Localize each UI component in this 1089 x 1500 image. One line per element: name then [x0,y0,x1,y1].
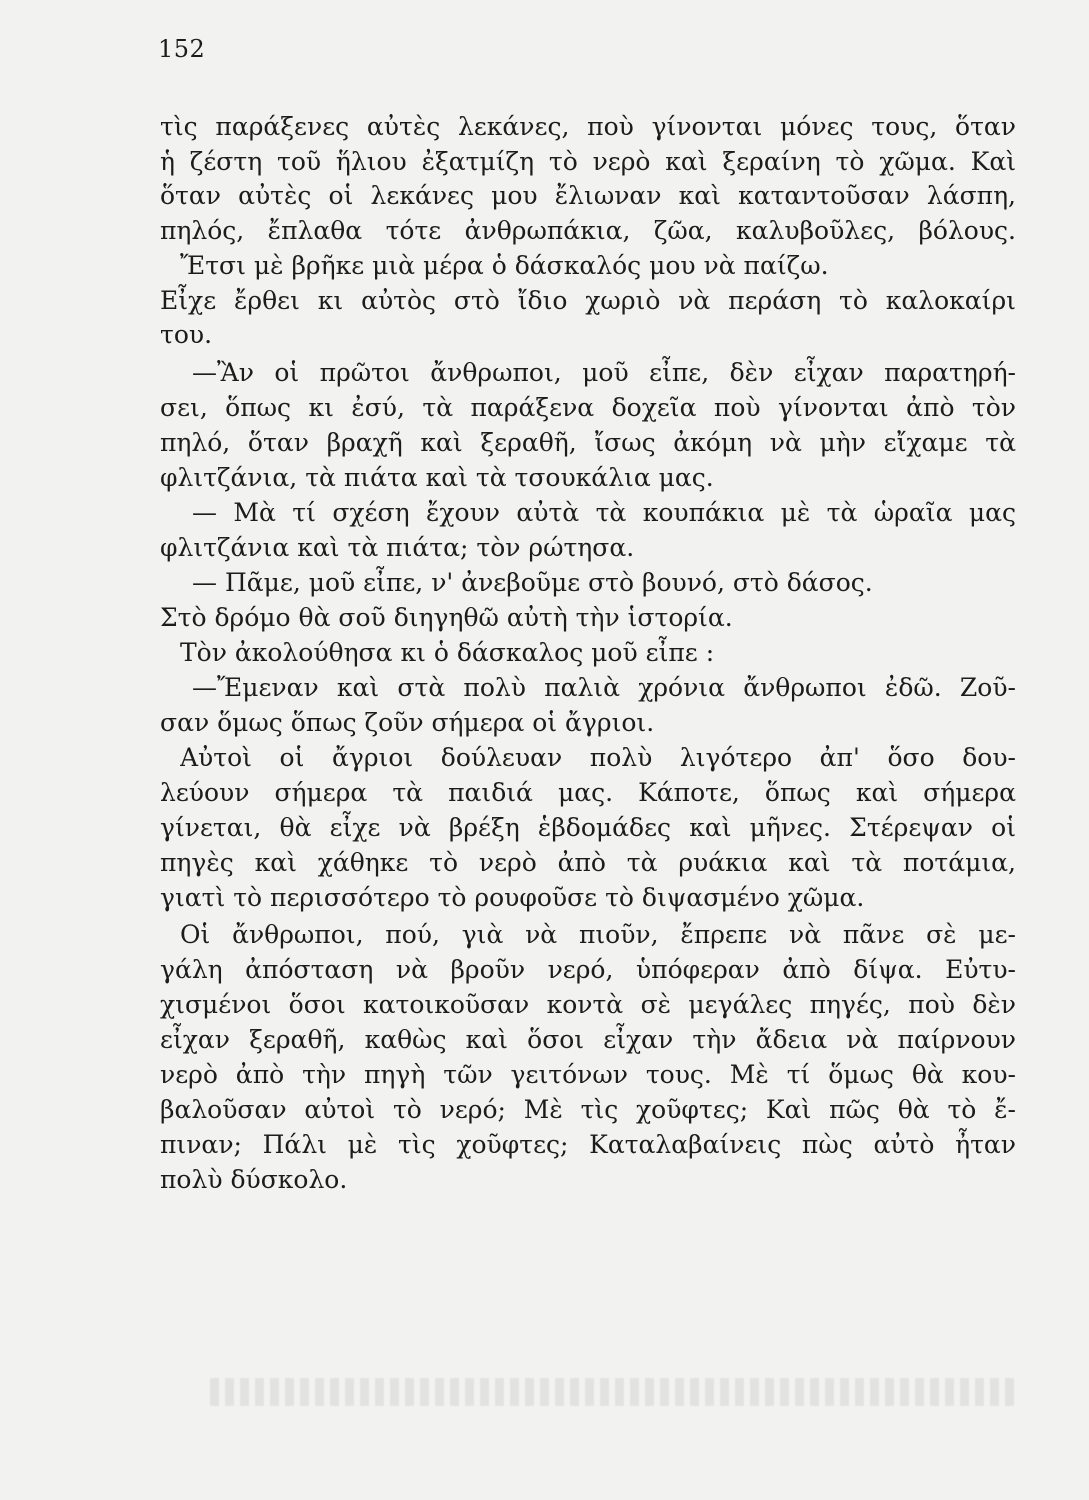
text-line: γιατὶ τὸ περισσότερο τὸ ρουφοῦσε τὸ διψασμένο χῶμα. [160,883,865,912]
text-line: χισμένοι ὅσοι κατοικοῦσαν κοντὰ σὲ μεγάλες πηγές, ποὺ δὲν [160,990,1016,1019]
text-line: φλιτζάνια, τὰ πιάτα καὶ τὰ τσουκάλια μας. [160,463,714,492]
page-number: 152 [158,35,206,63]
text-line: — Μὰ τί σχέση ἔχουν αὐτὰ τὰ κουπάκια μὲ τὰ ὡραῖα μας [192,498,1016,527]
text-line: σαν ὅμως ὅπως ζοῦν σήμερα οἱ ἄγριοι. [160,708,655,737]
bleed-through-shadow [210,1378,1015,1406]
text-line: βαλοῦσαν αὐτοὶ τὸ νερό; Μὲ τὶς χοῦφτες; Καὶ πῶς θὰ τὸ ἔ- [160,1095,1016,1124]
text-line: ἡ ζέστη τοῦ ἥλιου ἐξατμίζη τὸ νερὸ καὶ ξεραίνη τὸ χῶμα. Καὶ [160,147,1016,176]
text-line: λεύουν σήμερα τὰ παιδιά μας. Κάποτε, ὅπως καὶ σήμερα [160,778,1016,807]
text-line: σει, ὅπως κι ἐσύ, τὰ παράξενα δοχεῖα ποὺ γίνονται ἀπὸ τὸν [160,393,1016,422]
text-line: — Πᾶμε, μοῦ εἶπε, ν' ἀνεβοῦμε στὸ βουνό, στὸ δάσος. [192,568,873,597]
text-line: —Ἂν οἱ πρῶτοι ἄνθρωποι, μοῦ εἶπε, δὲν εἶχαν παρατηρή- [192,358,1016,387]
text-line: ὅταν αὐτὲς οἱ λεκάνες μου ἔλιωναν καὶ καταντοῦσαν λάσπη, [160,181,1016,210]
text-line: πολὺ δύσκολο. [160,1165,348,1194]
text-line: τὶς παράξενες αὐτὲς λεκάνες, ποὺ γίνονται μόνες τους, ὅταν [160,112,1016,141]
text-line: γάλη ἀπόσταση νὰ βροῦν νερό, ὑπόφεραν ἀπὸ δίψα. Εὐτυ- [160,955,1016,984]
text-line: Στὸ δρόμο θὰ σοῦ διηγηθῶ αὐτὴ τὴν ἱστορία. [160,603,733,632]
text-line: νερὸ ἀπὸ τὴν πηγὴ τῶν γειτόνων τους. Μὲ τί ὅμως θὰ κου- [160,1060,1016,1089]
text-line: —Ἔμεναν καὶ στὰ πολὺ παλιὰ χρόνια ἄνθρωποι ἐδῶ. Ζοῦ- [192,673,1016,702]
text-line: πιναν; Πάλι μὲ τὶς χοῦφτες; Καταλαβαίνεις πὼς αὐτὸ ἦταν [160,1130,1016,1159]
text-line: πηλό, ὅταν βραχῆ καὶ ξεραθῆ, ἴσως ἀκόμη νὰ μὴν εἴχαμε τὰ [160,428,1016,457]
text-line: πηγὲς καὶ χάθηκε τὸ νερὸ ἀπὸ τὰ ρυάκια καὶ τὰ ποτάμια, [160,848,1016,877]
text-line: Τὸν ἀκολούθησα κι ὁ δάσκαλος μοῦ εἶπε : [180,638,715,667]
text-line: γίνεται, θὰ εἶχε νὰ βρέξη ἑβδομάδες καὶ μῆνες. Στέρεψαν οἱ [160,813,1016,842]
text-line: Εἶχε ἔρθει κι αὐτὸς στὸ ἴδιο χωριὸ νὰ περάση τὸ καλοκαίρι [160,286,1016,315]
text-line: του. [160,320,213,349]
text-line: Οἱ ἄνθρωποι, πού, γιὰ νὰ πιοῦν, ἔπρεπε νὰ πᾶνε σὲ με- [180,920,1016,949]
text-line: πηλός, ἔπλαθα τότε ἀνθρωπάκια, ζῶα, καλυβοῦλες, βόλους. [160,216,1016,245]
text-line: φλιτζάνια καὶ τὰ πιάτα; τὸν ρώτησα. [160,533,635,562]
text-line: Ἔτσι μὲ βρῆκε μιὰ μέρα ὁ δάσκαλός μου νὰ παίζω. [180,251,829,280]
text-line: εἶχαν ξεραθῆ, καθὼς καὶ ὅσοι εἶχαν τὴν ἄδεια νὰ παίρνουν [160,1025,1016,1054]
text-line: Αὐτοὶ οἱ ἄγριοι δούλευαν πολὺ λιγότερο ἀπ' ὅσο δου- [180,743,1016,772]
